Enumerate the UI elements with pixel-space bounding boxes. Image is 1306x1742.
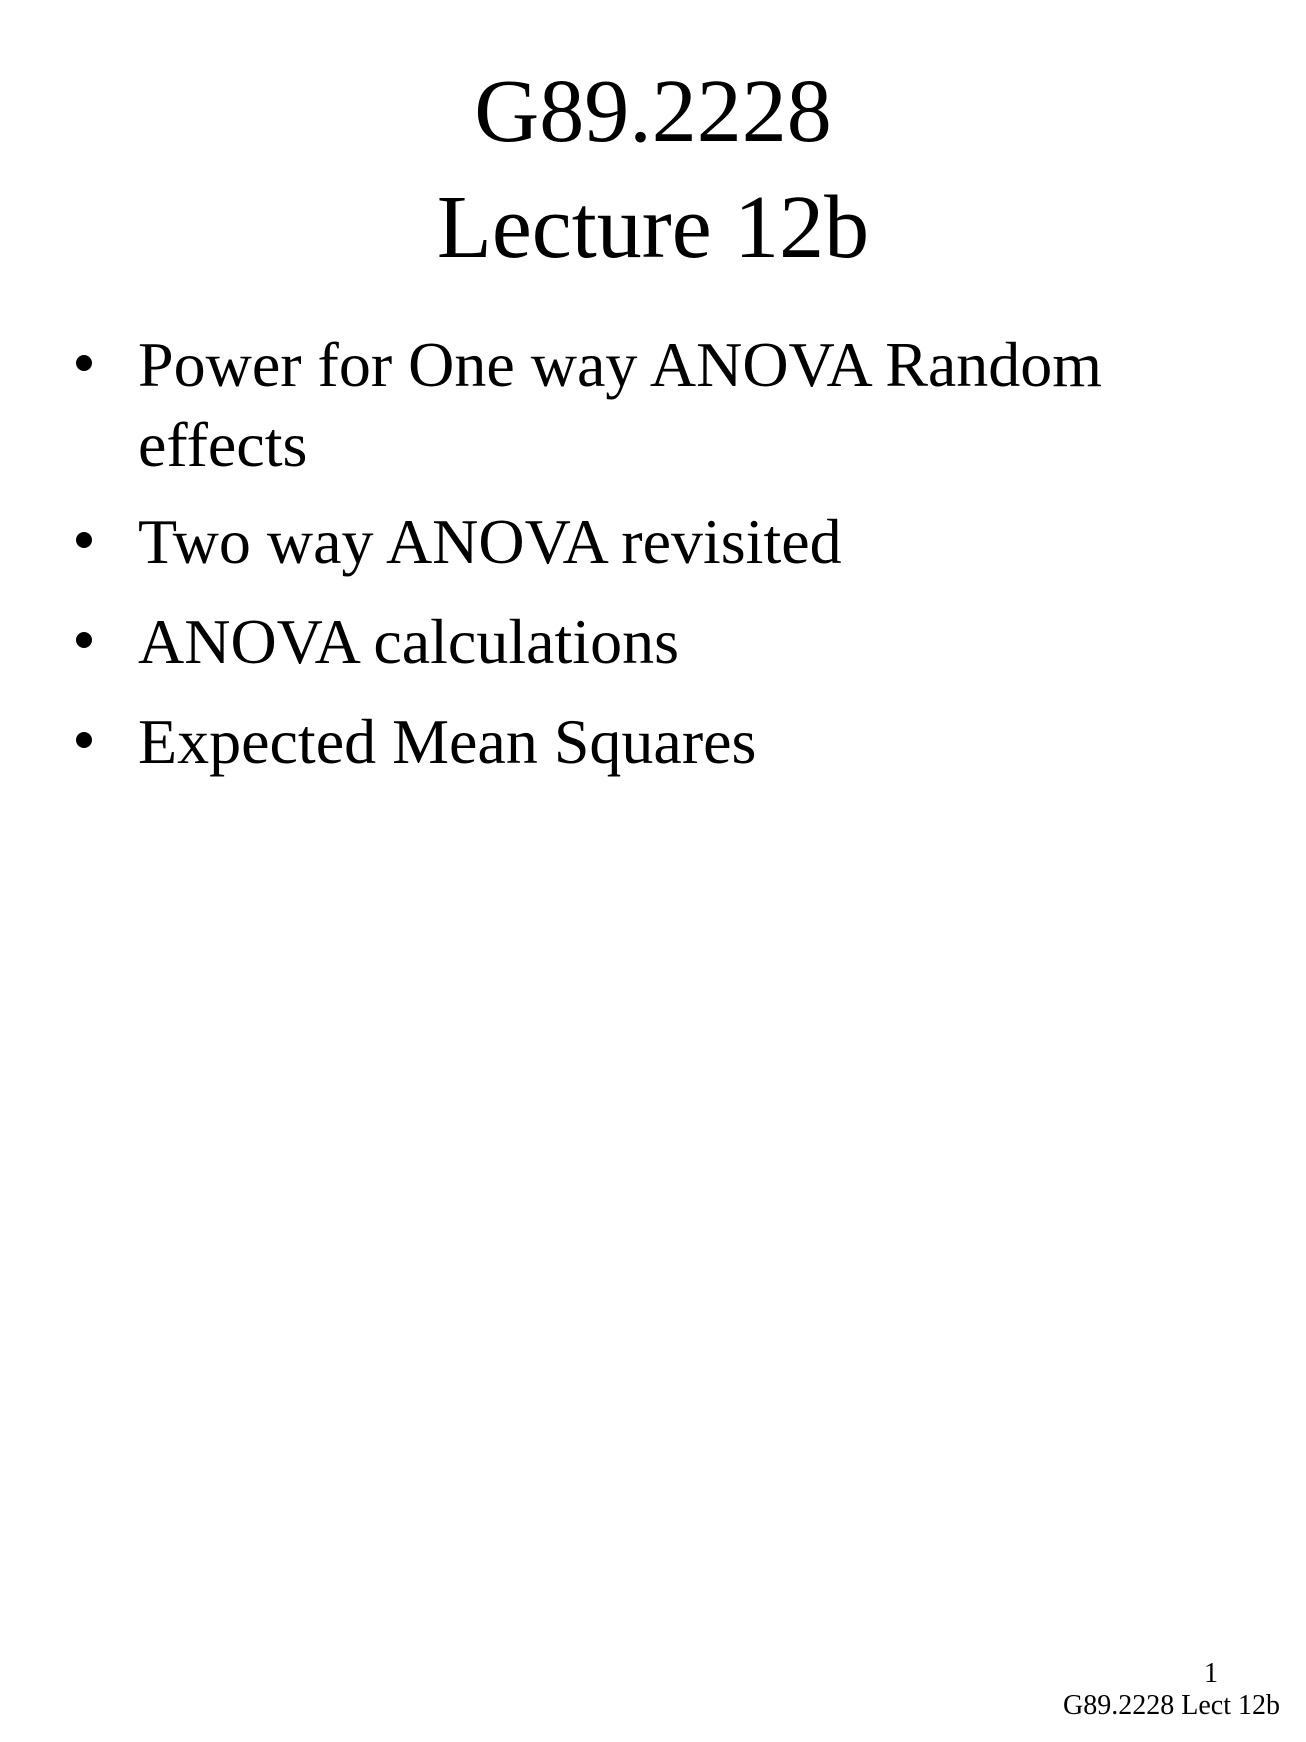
page-number: 1: [1204, 1658, 1218, 1689]
slide-title-line-2: Lecture 12b: [436, 178, 870, 277]
bullet-text: Power for One way ANOVA Random effects: [138, 329, 1103, 480]
bullet-text: Two way ANOVA revisited: [138, 506, 842, 577]
bullet-text: Expected Mean Squares: [138, 706, 757, 777]
slide-footer: G89.2228 Lect 12b: [1063, 1690, 1280, 1721]
slide-title-line-1: G89.2228: [474, 62, 832, 161]
bullet-dot-icon: [76, 355, 92, 371]
bullet-dot-icon: [76, 532, 92, 548]
bullet-dot-icon: [76, 732, 92, 748]
bullet-dot-icon: [76, 632, 92, 648]
bullet-text: ANOVA calculations: [138, 606, 679, 677]
